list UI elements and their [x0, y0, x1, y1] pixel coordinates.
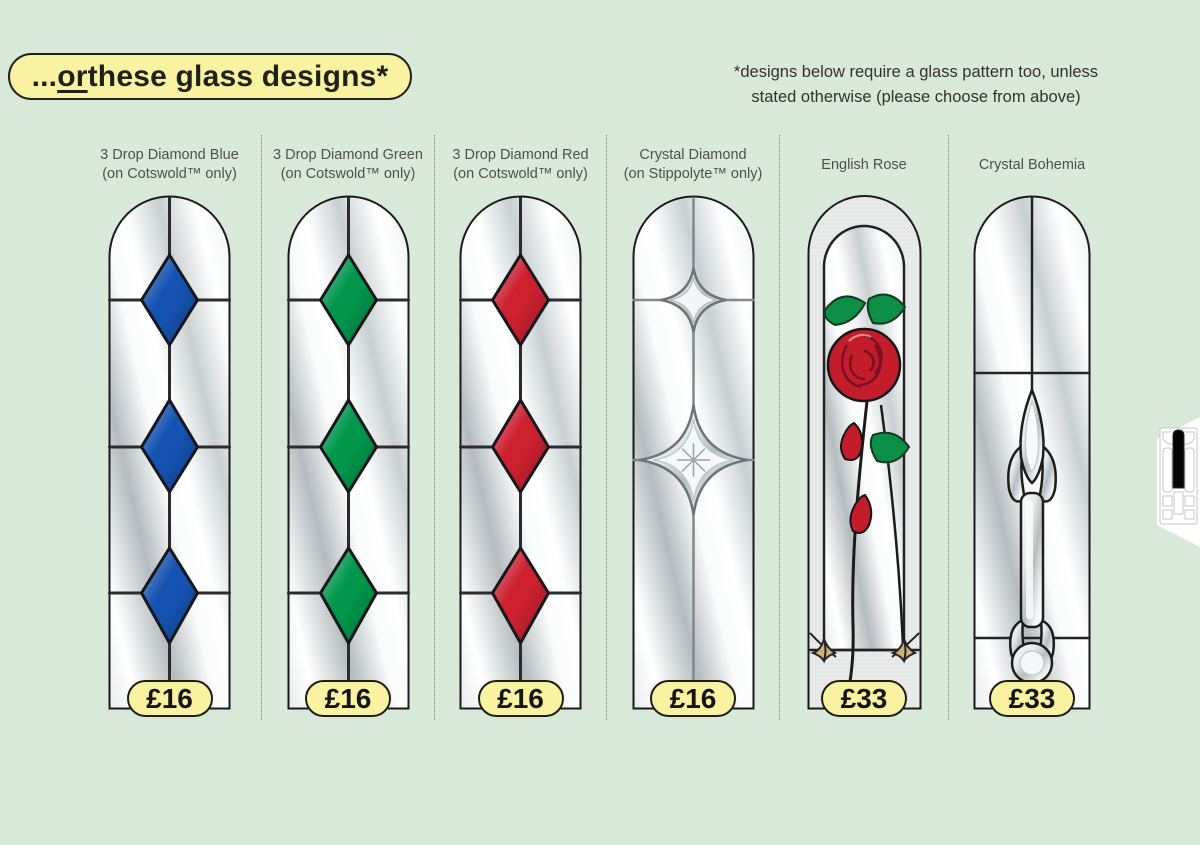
panel-3-drop-diamond-red: [459, 195, 582, 710]
design-column-3-drop-diamond-blue: [78, 135, 261, 720]
panel-crystal-bohemia: [973, 195, 1091, 710]
footnote-line-2: stated otherwise (please choose from above): [751, 88, 1081, 106]
design-subtitle: (on Cotswold™ only): [453, 166, 588, 182]
blue-diamonds: [142, 255, 198, 643]
price-badge: £16: [305, 680, 391, 717]
design-column-crystal-diamond: [606, 135, 779, 720]
design-name: Crystal Diamond: [639, 147, 747, 163]
price-badge: £16: [650, 680, 736, 717]
glass-pattern-footnote: [716, 60, 1116, 110]
glass-design-grid: [78, 135, 1115, 720]
design-header: [949, 135, 1115, 195]
design-column-3-drop-diamond-green: [261, 135, 434, 720]
door-icon: [1155, 416, 1200, 548]
title-leading: ...: [31, 59, 58, 93]
design-name: Crystal Bohemia: [978, 156, 1086, 173]
design-subtitle: (on Stippolyte™ only): [623, 166, 763, 182]
price-badge: £16: [127, 680, 213, 717]
green-diamonds: [320, 255, 376, 643]
footnote-line-1: *designs below require a glass pattern too, unless: [733, 63, 1099, 81]
panel-3-drop-diamond-blue: [108, 195, 231, 710]
panel-english-rose: [807, 195, 922, 710]
design-subtitle: (on Cotswold™ only): [102, 166, 237, 182]
title-trailing: these glass designs: [87, 59, 377, 93]
design-header: [435, 135, 606, 195]
price-badge: £33: [821, 680, 907, 717]
design-header: [78, 135, 261, 195]
rose-head: [828, 329, 900, 401]
title-asterisk: *: [376, 59, 389, 93]
design-name: 3 Drop Diamond Red: [452, 147, 589, 163]
design-name: 3 Drop Diamond Blue: [100, 147, 239, 163]
red-diamonds: [493, 255, 549, 643]
design-header: [262, 135, 434, 195]
price-badge: £33: [989, 680, 1075, 717]
design-header: [780, 135, 948, 195]
price-badge: £16: [478, 680, 564, 717]
design-column-3-drop-diamond-red: [434, 135, 606, 720]
title-underlined-word: or: [57, 59, 88, 93]
etched-star: [677, 444, 709, 476]
design-name: 3 Drop Diamond Green: [273, 147, 423, 163]
design-header: [607, 135, 779, 195]
design-subtitle: (on Cotswold™ only): [280, 166, 416, 182]
design-name: English Rose: [821, 156, 907, 173]
design-column-english-rose: [779, 135, 948, 720]
panel-3-drop-diamond-green: [287, 195, 410, 710]
design-column-crystal-bohemia: [948, 135, 1115, 720]
door-page-tab: [1155, 416, 1200, 548]
panel-crystal-diamond: [632, 195, 755, 710]
title-banner: [8, 53, 412, 100]
